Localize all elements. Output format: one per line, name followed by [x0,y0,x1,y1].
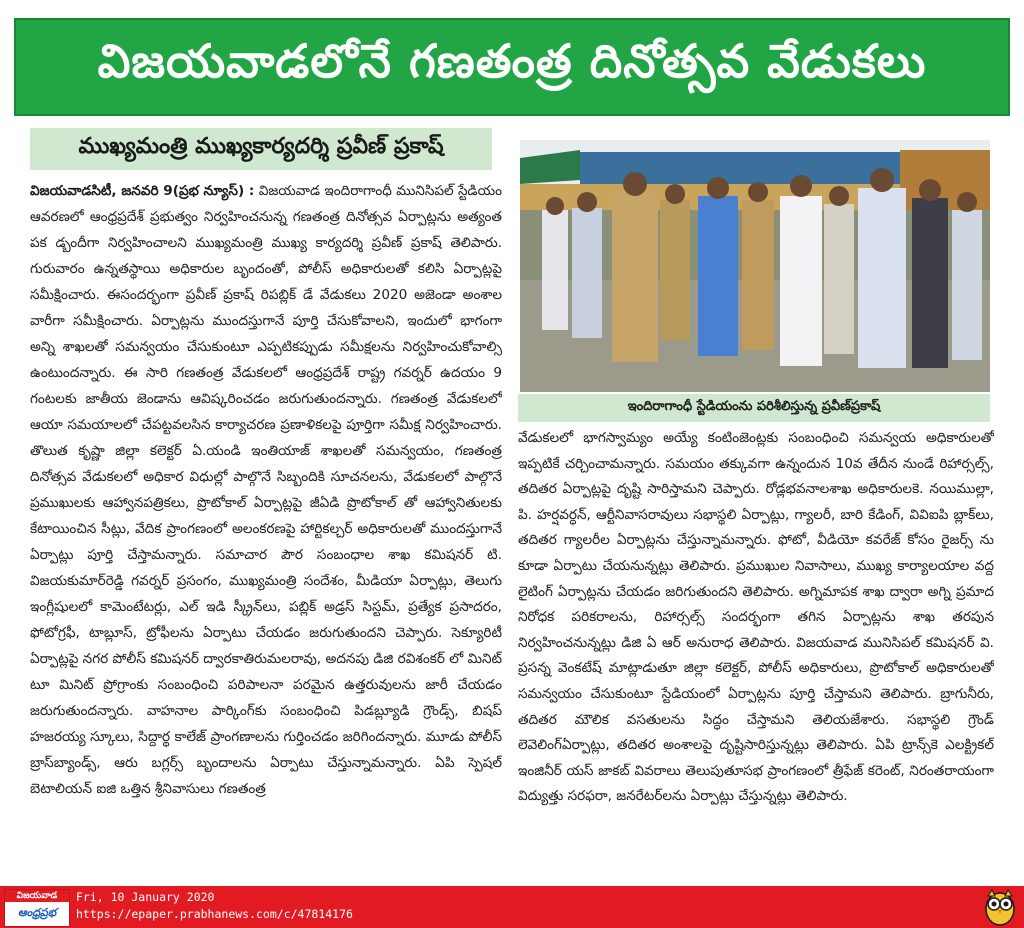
left-body-text: విజయవాడ ఇందిరాగాంధీ మునిసిపల్ స్టేడియం ఆవరణలో ఆంధ్రప్రదేశ్ ప్రభుత్వం నిర్వహించనున్న గణతంత్ర దినోత్సవ ఏర్పాట్లను అత్యంత పక డ్బందీగా నిర్వహించాలని ముఖ్యమంత్రి ముఖ్య కార్యదర్శి ప్రవీణ్ ప్రకాష్ తెలిపారు. గురువారం ఉన్నతస్థాయి అధికారుల బృందంతో, పోలీస్ అధికారులతో కలిసి ఏర్పాట్లపై సమీక్షించారు. ఈసందర్భంగా ప్రవీణ్ ప్రకాష్ రిపబ్లిక్ డే వేడుకలు 2020 అజెండా అంశాల వారీగా సమీక్షించారు. ఏర్పాట్లను ముందస్తుగానే పూర్తి చేసుకోవాలని, ఇందులో భాగంగా అన్ని శాఖలతో సమన్వయం చేసుకుంటూ ఎప్పటికప్పుడు సమీక్షలను నిర్వహించుకోవాల్సి ఉంటుందన్నారు. ఈ సారి గణతంత్ర వేడుకలలో ఆంధ్రప్రదేశ్ రాష్ట్ర గవర్నర్ ఉదయం 9 గంటలకు జాతీయ జెండాను ఆవిష్కరించడం జరుగుతుందన్నారు. గణతంత్ర వేడుకలలో ఆయా సమయాలలో చేపట్టవలసిన కార్యాచరణ ప్రణాళికలపై పూర్తిగా సమీక్ష నిర్వహించారు. తొలుత కృష్ణా జిల్లా కలెక్టర్ ఏ.యండి ఇంతియాజ్ శాఖలతో సమన్వయం, గణతంత్ర దినోత్సవ వేడుకలలో అధికార విధుల్లో పాల్గొనే సిబ్బందికి సూచనలను, వేడుకలలో పాల్గొనే ప్రముఖులకు ఆహ్వానపత్రికలు, ప్రొటోకాల్ ఏర్పాట్లపై జీఏడి ప్రొటోకాల్ తో ఆహ్వానితులకు కేటాయించిన సీట్లు, వేదిక ప్రాంగణంలో అలంకరణపై హార్టికల్చర్ అధికారులతో ముందస్తుగానే ఏర్పాట్లు పూర్తి చేస్తామన్నారు. సమాచార పౌర సంబంధాల శాఖ కమిషనర్ టి. విజయకుమార్‌రెడ్డి గవర్నర్ ప్రసంగం, ముఖ్యమంత్రి సందేశం, మీడియా ఏర్పాట్లు, తెలుగు ఇంగ్లీషులలో కామెంటేటర్లు, ఎల్ ఇడి స్క్రీన్‌లు, పబ్లిక్ అడ్రస్ సిస్టమ్, ప్రత్యేక ప్రసాదరం, ఫోటోగ్రఫీ, టాబ్లూస్, ట్రోఫీలను ఏర్పాటు చేయడం జరుగుతుందని చెప్పారు. సెక్యూరిటీ ఏర్పాట్లపై నగర పోలీస్ కమిషనర్ ద్వారకాతిరుమలరావు, అదనపు డిజి రవిశంకర్ లో మినిట్ టూ మినిట్ ప్రోగ్రాంకు సంబంధించి పరిపాలనా పరమైన ఉత్తరువులను జారీ చేయడం జరుగుతుందన్నారు. వాహనాల పార్కింగ్‌కు సంబంధించి పిడబ్ల్యూడి గ్రౌండ్స్, బిషప్ హజరయ్య స్కూలు, సిద్దార్థ కాలేజ్ ప్రాంగణాలను గుర్తించడం జరిగిందన్నారు. మూడు పోలీస్ బ్రాస్‌బ్యాండ్స్, ఆరు బగ్లర్స్ బృందాలను ఏర్పాటు చేస్తున్నామన్నారు. ఏపి స్పెషల్ బెటాలియన్ ఐజి ఒత్తిన శ్రీనివాసులు గణతంత్ర [30,183,502,797]
edition-date: Fri, 10 January 2020 [76,890,215,904]
headline: విజయవాడలోనే గణతంత్ర దినోత్సవ వేడుకలు [14,18,1010,116]
subheadline: ముఖ్యమంత్రి ముఖ్యకార్యదర్శి ప్రవీణ్ ప్రకాష్ [30,128,492,170]
logo-masthead: ఆంధ్రప్రభ [17,906,57,919]
dateline: విజయవాడసిటీ, జనవరి 9(ప్రభ న్యూస్) : [30,183,255,199]
owl-icon [984,888,1016,926]
footer-bar [0,886,1024,928]
right-body-text: వేడుకలలో భాగస్వామ్యం అయ్యే కంటింజెంట్లకు సంబంధించి సమన్వయ అధికారులతో ఇప్పటికే చర్చించామన్నారు. సమయం తక్కువగా ఉన్నందున 10వ తేదీన నుండే రిహార్సల్స్, తదితర ఏర్పాట్లపై దృష్టి సారిస్తామని చెప్పారు. రోడ్లభవనాలశాఖ అధికారులకె. నయిముల్లా, పి. హర్షవర్ధన్, ఆర్టీనివాసరావులు సభాస్థలి ఏర్పాట్లు, గ్యాలరీ, బారి కేడింగ్, వివిఐపి బ్లాక్‌లు, తదితర గ్యాలరీల ఏర్పాట్లను చేస్తున్నామన్నారు. ఫోటో, వీడియో కవరేజ్ కోసం రైజర్స్ ను కూడా ఏర్పాటు చేయనున్నట్లు తెలిపారు. ప్రముఖుల నివాసాలు, ముఖ్య కార్యాలయాల వద్ద లైటింగ్ ఏర్పాట్లను చేయడం జరిగుతుందని తెలిపారు. అగ్నిమాపక శాఖ ద్వారా అగ్ని ప్రమాద నిరోధక పరికరాలను, రిహార్సల్స్ సందర్భంగా తగిన ఏర్పాట్లను శాఖ తరపున నిర్వహించనున్నట్లు డిజి ఏ ఆర్ అనురాధ తెలిపారు. విజయవాడ మునిసిపల్ కమిషనర్ వి. ప్రసన్న వెంకటేష్ మాట్లాడుతూ జిల్లా కలెక్టర్, పోలీస్ అధికారులు, ప్రొటోకాల్ అధికారులతో సమన్వయం చేసుకుంటూ స్టేడియంలో ఏర్పాట్లను పూర్తి చేస్తామని తెలిపారు. బ్రాగునీరు, తదితర మౌలిక వసతులను సిద్ధం చేస్తామని తెలియజేశారు. సభాస్థలి గ్రౌండ్ లెవెలింగ్‌ఏర్పాట్లు, తదితర అంశాలపై దృష్టిసారిస్తున్నట్లు తెలిపారు. ఏపి ట్రాన్స్‌కె ఎలక్ట్రికల్ ఇంజినీర్ యస్ జాకబ్ వివరాలు తెలుపుతూసభ ప్రాంగణంలో త్రీఫేజ్ కరెంట్, నిరంతరాయంగా విద్యుత్తు సరఫరా, జనరేటర్‌లను ఏర్పాట్లు చేస్తున్నట్లు తెలిపారు. [518,430,994,805]
article-left-column [30,178,502,878]
logo-edition-label: విజయవాడ [5,890,69,902]
article-right-column [518,426,994,878]
stadium-photo-illustration [520,140,990,392]
newspaper-logo[interactable] [4,889,70,927]
epaper-url-link[interactable]: https://epaper.prabhanews.com/c/47814176 [76,907,353,921]
photo-caption: ఇందిరాగాంధీ స్టేడియంను పరిశీలిస్తున్న ప్రవీణ్‌ప్రకాష్ [518,394,990,422]
news-photo [520,140,990,392]
